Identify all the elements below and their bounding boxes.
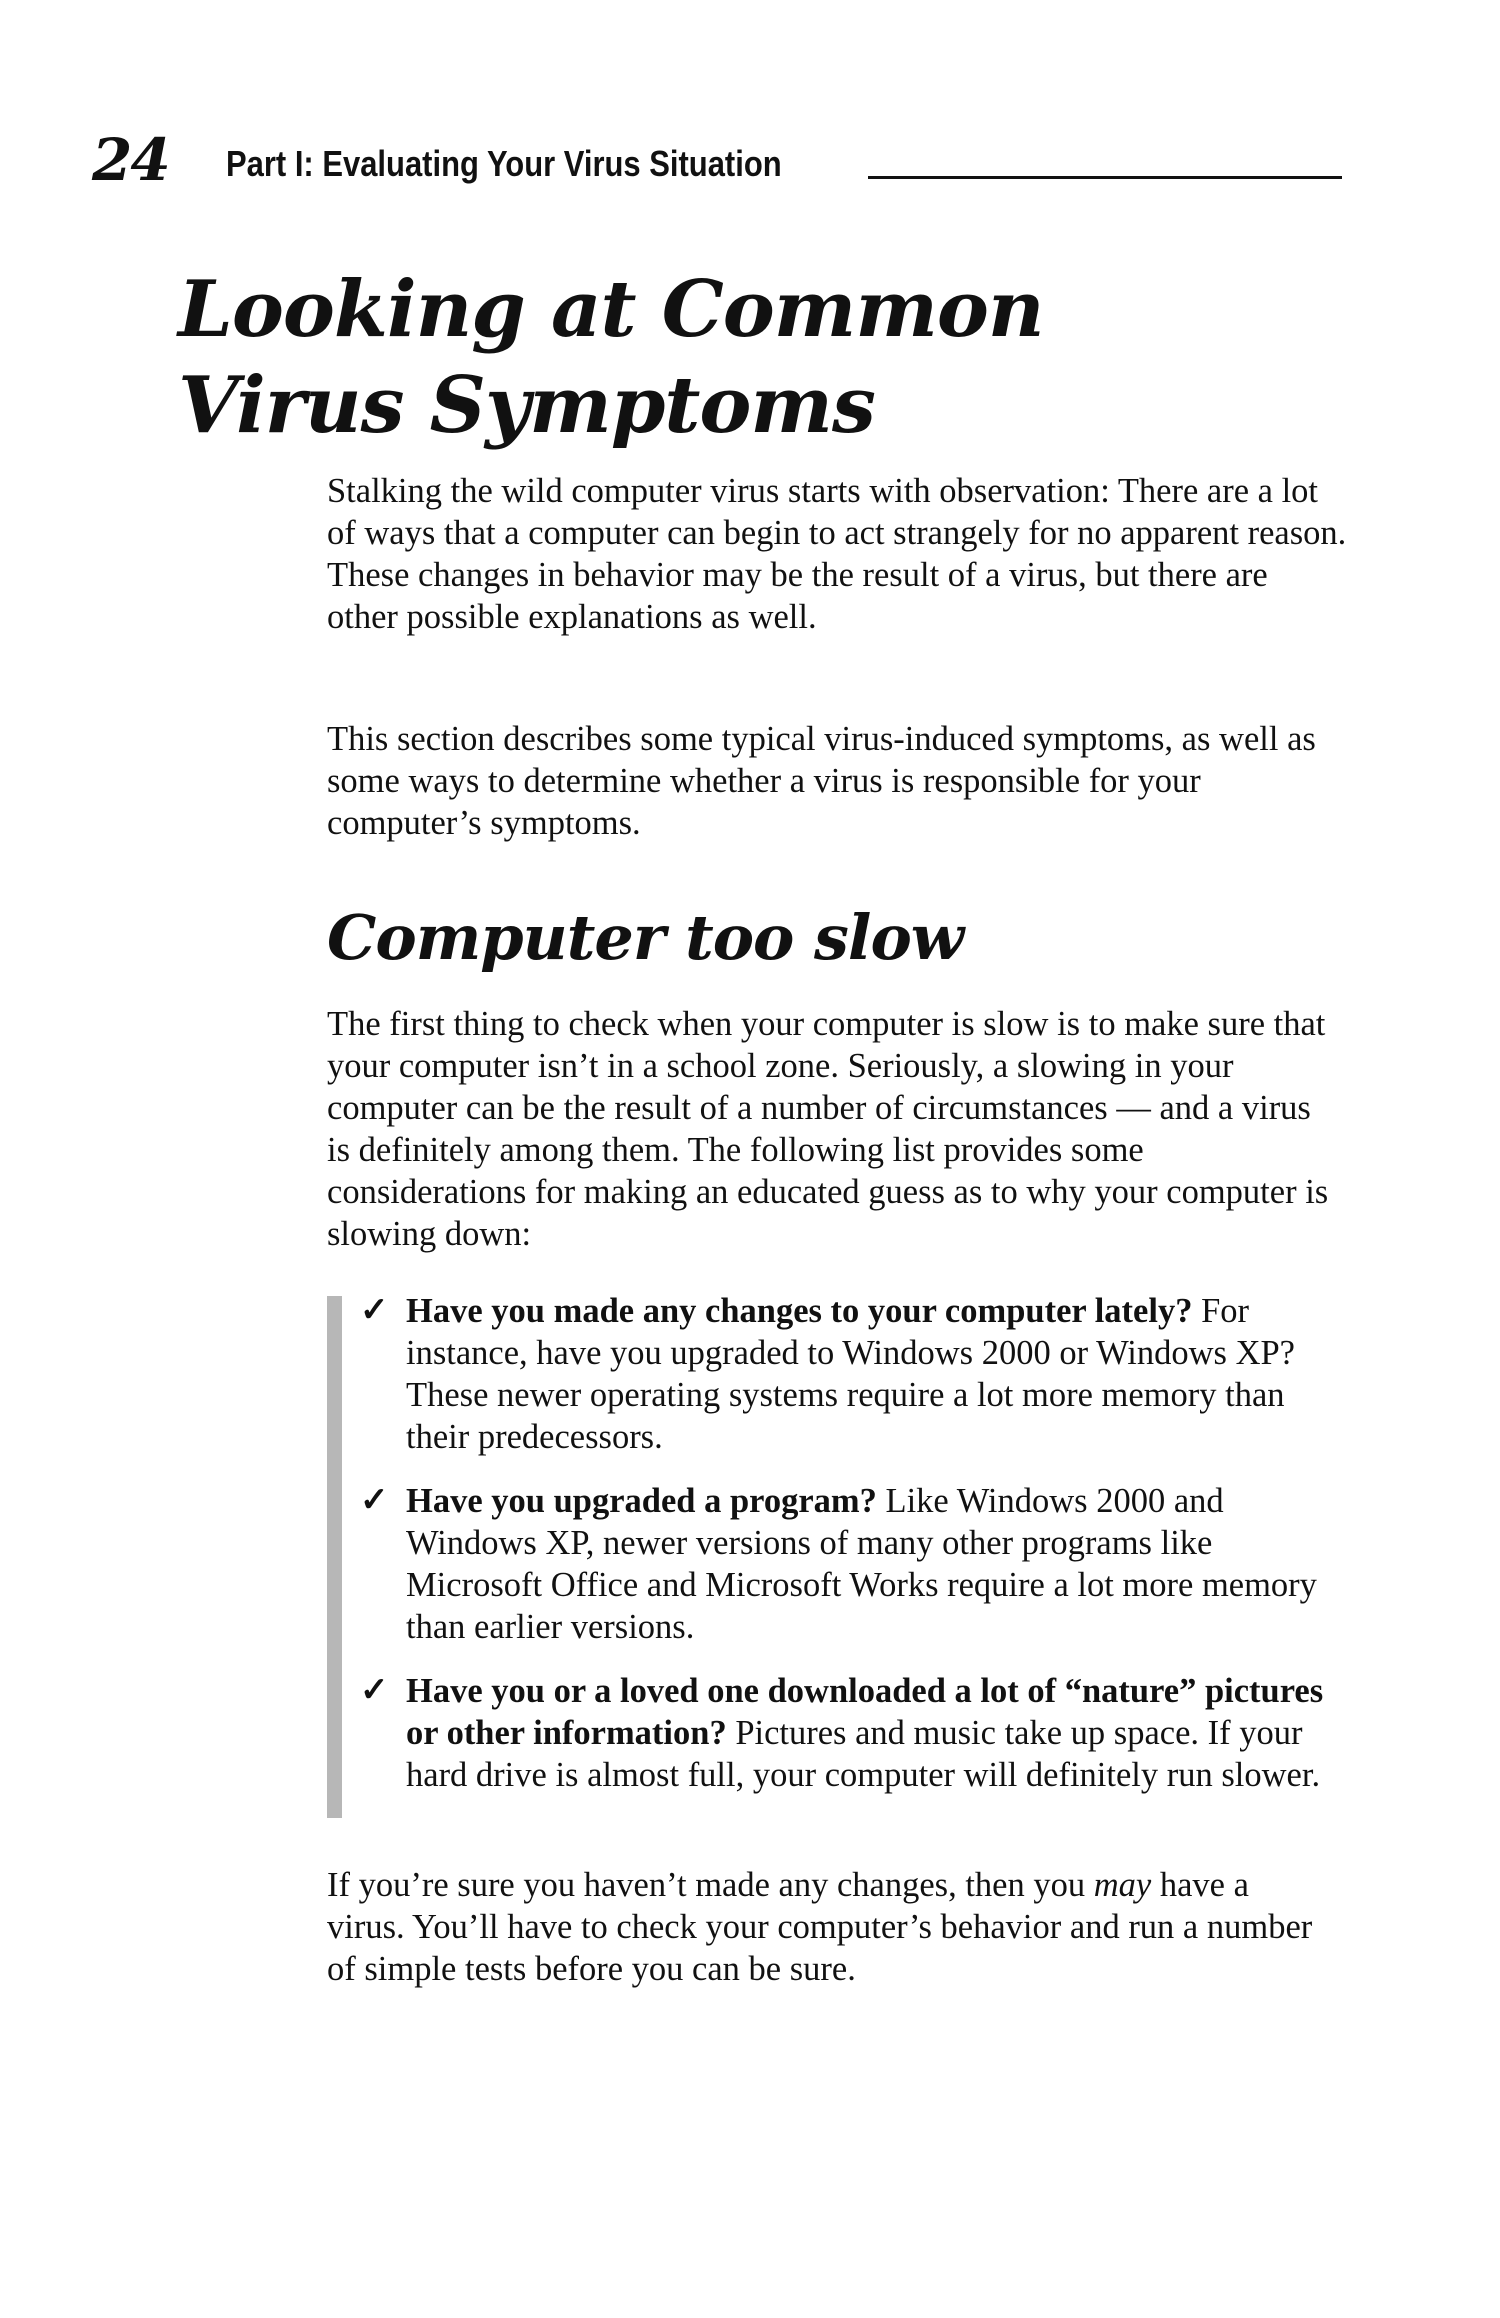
page-number: 24 bbox=[92, 126, 169, 194]
closing-text-end: have a virus. You’ll have to check your computer’s behavior and run a number of simple tests before you can be sure. bbox=[327, 1866, 1313, 1988]
check-icon: ✓ bbox=[360, 1482, 389, 1519]
closing-emphasis: may bbox=[1093, 1866, 1152, 1904]
closing-text-start: If you’re sure you haven’t made any changes, then you bbox=[327, 1866, 1094, 1904]
check-icon: ✓ bbox=[360, 1672, 389, 1709]
list-item-text: Like Windows 2000 and Windows XP, newer versions of many other programs like Microsoft Office and Microsoft Works require a lot more memory than earlier versions. bbox=[406, 1482, 1317, 1646]
closing-paragraph bbox=[327, 1864, 1327, 1990]
list-item-question: Have you upgraded a program? bbox=[406, 1482, 877, 1520]
considerations-list bbox=[360, 1290, 1350, 1818]
section-heading-line-1: Looking at Common bbox=[178, 264, 1044, 355]
list-item-question: Have you made any changes to your computer lately? bbox=[406, 1292, 1193, 1330]
subsection-paragraph: The first thing to check when your computer is slow is to make sure that your computer isn’t in a school zone. Seriously, a slowing in your computer can be the result of a number of circumstances — and a virus is definitely among them. The following list provides some considerations for making an educated guess as to why your computer is slowing down: bbox=[327, 1005, 1329, 1253]
list-item-text: Pictures and music take up space. If your hard drive is almost full, your computer will definitely run slower. bbox=[406, 1714, 1321, 1794]
list-sidebar-bar bbox=[327, 1296, 342, 1818]
intro-paragraph-2: This section describes some typical virus-induced symptoms, as well as some ways to determine whether a virus is responsible for your computer’s symptoms. bbox=[327, 720, 1316, 842]
list-item-text: For instance, have you upgraded to Windows 2000 or Windows XP? These newer operating systems require a lot more memory than their predecessors. bbox=[406, 1292, 1295, 1456]
list-item bbox=[360, 1670, 1350, 1796]
page-header bbox=[92, 128, 1342, 198]
section-heading bbox=[178, 262, 1178, 454]
intro-paragraph-1: Stalking the wild computer virus starts with observation: There are a lot of ways that a computer can begin to act strangely for no apparent reason. These changes in behavior may be the result of a virus, but there are other possible explanations as well. bbox=[327, 472, 1347, 636]
list-item-question: Have you or a loved one downloaded a lot of “nature” pictures or other information? bbox=[406, 1672, 1324, 1752]
list-item bbox=[360, 1480, 1350, 1648]
check-icon: ✓ bbox=[360, 1292, 389, 1329]
list-item bbox=[360, 1290, 1350, 1458]
section-heading-line-2: Virus Symptoms bbox=[178, 360, 875, 451]
header-rule bbox=[868, 176, 1342, 179]
subsection-heading: Computer too slow bbox=[327, 901, 964, 974]
running-head: Part I: Evaluating Your Virus Situation bbox=[226, 143, 782, 184]
